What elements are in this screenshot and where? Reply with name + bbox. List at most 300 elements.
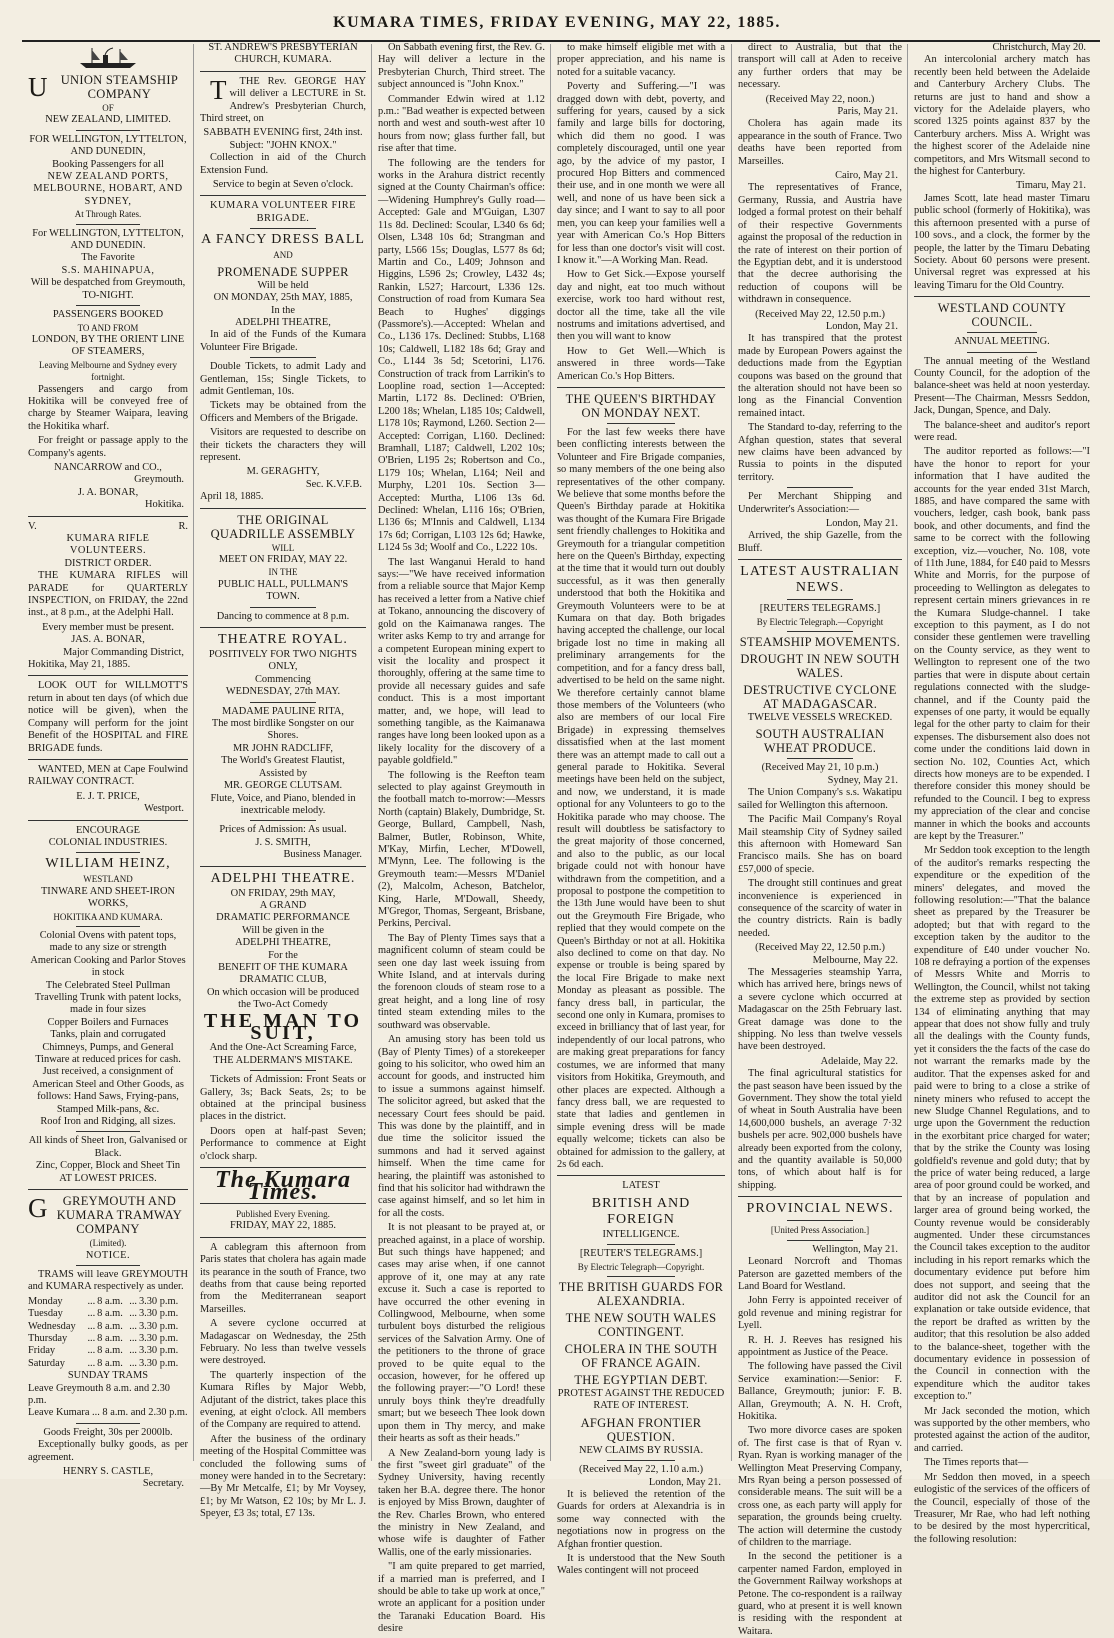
will: WILL (271, 542, 295, 553)
alderman: THE ALDERMAN'S MISTAKE. (213, 1054, 353, 1066)
queen-paragraph: For the last few weeks there have been conflicting interests between the Volunteer and Fire Brigade companies, so many members of the one being also representatives of the other company. We believe that some months before the Queen's Birthday parade at Hokitika was thought of the Kumara Fire Brigade sent friendly challenges to Hokitika and Greymouth for a triangular competition here on the Queen's Birthday, expecting at the time that it would turn out doubly successful, as it was then generally understood that both the Hokitika and Greymouth Volunteers were to be at Kumara on that day. Both brigades having accepted the challenge, our local brigade lost no time in making all preliminary arrangements for the competition, and for a fancy dress ball, advertised to be held on the same night. We therefore certainly cannot blame those members of the Volunteers (who also are members of our local Fire Brigade) in expressing themselves dissatisfied when at the last moment there was an attempt made to call out a general parade to Hokitika. Several meetings have been held on the subject, and now, we understand, it is made optional for any Volunteers to go to the Hokitika parade who may choose. The result will doubtless be satisfactory to the great majority of those concerned, and also to the public, as our local brigade could not with honour have withdrawn from the competition, and a proposal to postpone the competition to the 13th June would have been to shut out the Greymouth Fire Brigade, who replied that they would compete on the Queen's Birthday or not at all. Hokitika also declined to come on that day. No expense or trouble is being spared by the local Fire Brigade to make next Monday as pleasant as possible. The fancy dress ball, in particular, the second one only in Kumara, promises to exceed in brilliancy that of last year, for independently of our local patrons, who are making great preparations for fancy costumes, we are informed that many visitors from Hokitika, Greymouth, and other places are expected. Although a fancy dress ball, we are requested to state that ladies and gentlemen in simple evening dress will be made equally welcome; tickets can also be obtained for admission to the gallery, at 2s 6d each. (557, 426, 725, 1170)
morning-time: 8 a.m. (97, 1320, 123, 1332)
rule (787, 758, 853, 759)
received: (Received May 21, 10 p.m.) (761, 762, 879, 774)
article-paragraph: It has transpired that the protest made by European Powers against the deductions made from the Egyptian coupons was based on the ground that the alteration should not have been so long as the Financial Convention remained intact. (738, 333, 902, 419)
sick-paragraph: How to Get Sick.—Expose yourself day and night, eat too much without exercise, work too hard without rest, doctor all the time, take all the vile nostrums and imitations advertised, and then you will want to know (557, 269, 725, 343)
article-paragraph: The last Wanganui Herald to hand says:—"We have received information from a reliable source that Major Kemp has received a letter from a Native chief at Tokano, announcing the discovery of gold on the Kaimanawa ranges. The writer asks Kemp to try and arrange for a competent European mining expert to visit the locality and prospect it thoroughly, offering at the same time to provide all necessary guides and safe conduct. This is a most important matter, and, we hope, will lead to something tangible, as the Kaimanawa ranges have long been looked upon as a likely locality for the discovery of a payable goldfield." (378, 556, 545, 767)
agent-1-place: Greymouth. (134, 474, 184, 486)
steamship-icon (76, 46, 140, 70)
article-paragraph: Leonard Norcroft and Thomas Paterson are gazetted members of the Land Board for Westland. (738, 1256, 902, 1292)
rule (250, 702, 316, 703)
tram-title: G GREYMOUTH AND KUMARA TRAMWAY COMPANY (28, 1193, 183, 1237)
article-paragraph: Mr Seddon took exception to the length of the auditor's remarks respecting the expenditure or the expedition of the miners' delegates, and moved the following resolution:—"That the balance sheet as prepared by the Treasurer be adopted; but that with regard to the exception taken by the auditor to the expenditure of £40 under voucher No. 108 re defraying a portion of the expenses of Messrs White and Morris to Wellington, the Council, whilst not taking the extreme step as provided by section 134 of eliminating anything that may appear that does not show fully and truly all the dealings with the County funds, yet it considers the the facts of the case do not warrant the remarks made by the auditor. That the expenses asked for and paid were to bring to a close a strike of ninety miners who refused to accept the new Sludge Channel Regulations, and to urge upon the Government the reduction in the exorbitant price charged for water; that by the strike the County was losing goldfield's revenue and gold duty; that by the price of water being reduced, a large area of poor ground could be worked, and that by an increase of population and larger area of ground being worked, the County revenue would be considerably augmented. Under these circumstances the Council takes exception to the auditor including in his report remarks which the documentary evidence put before him does not support, and seeing that the auditor did not ask the Council for an explanation or take outside evidence, that the report be drafted as written by the auditor; that this resolution be also added to the balance-sheet, together with the documentary evidence in possession of the Council in connection with the expenditure which the auditor takes exception to." (914, 845, 1090, 1403)
doors-text: Doors open at half-past Seven; Performance to commence at Eight o'clock sharp. (200, 1125, 366, 1162)
dateline: London, May 21. (648, 1476, 721, 1488)
wednesday-date: WEDNESDAY, 27th MAY. (225, 686, 341, 698)
headline: AFGHAN FRONTIER QUESTION. (580, 1415, 702, 1444)
article-paragraph: direct to Australia, but that the transport will call at Aden to receive any further orders that may be necessary. (738, 42, 902, 91)
tickets-text: Double Tickets, to admit Lady and Gentleman, 15s; Single Tickets, to admit Gentleman, 10s. (200, 361, 366, 397)
rule (787, 1240, 853, 1241)
column-4 (557, 42, 725, 1577)
article-paragraph: "I am quite prepared to get married, if a married man is preferred, and I should be able to take up work at once," wrote an applicant for a position under the Taranaki Education Board. His desire (378, 1561, 545, 1635)
one-act: And the One-Act Screaming Farce, (209, 1042, 357, 1054)
in-the: In the (271, 304, 295, 316)
dateline: Paris, May 21. (837, 106, 898, 118)
rule (557, 1175, 725, 1176)
kumara-times-title: The Kumara Times. (214, 1167, 352, 1206)
received: (Received May 22, 12.50 p.m.) (755, 942, 885, 954)
headline: THE BRITISH GUARDS FOR ALEXANDRIA. (558, 1279, 724, 1308)
article-paragraph: The following have passed the Civil Service examination:—Senior: F. Ballance, Greymouth; junior: F. B. Allan, Greymouth; A. N. H. Croft, Hokitika. (738, 1361, 902, 1422)
booked: PASSENGERS BOOKED (52, 309, 164, 321)
benefit: BENEFIT OF THE KUMARA DRAMATIC CLUB, (218, 961, 348, 986)
dramatic: DRAMATIC PERFORMANCE (216, 912, 350, 924)
article-paragraph: Two more divorce cases are spoken of. The first case is that of Ryan v. Ryan. Ryan is working manager of the Wellington Meat Preserving Company, Mrs Ryan being a person possessed of considerable means. The suit will be a cross one, as each party will apply for separation, the grounds being cruelty. The action will determine the custody of children to the marriage. (738, 1425, 902, 1549)
article-paragraph: to make himself eligible met with a proper appreciation, and his name is noted for a suitable vacancy. (557, 42, 725, 78)
sabbath: SABBATH EVENING first, 24th inst. Subject: "JOHN KNOX." (203, 127, 363, 151)
in-the: IN THE (268, 567, 298, 578)
queen-heading: THE QUEEN'S BIRTHDAY ON MONDAY NEXT. (565, 391, 717, 420)
rule (76, 926, 140, 927)
masthead: KUMARA TIMES, FRIDAY EVENING, MAY 22, 1885. (333, 14, 781, 31)
pullman-hall: PUBLIC HALL, PULLMAN'S TOWN. (217, 578, 349, 603)
dots: ... (87, 1345, 96, 1357)
agent-1: NANCARROW and CO., (54, 461, 162, 473)
trams-text: TRAMS will leave GREYMOUTH and KUMARA respectively as under. (28, 1268, 188, 1293)
article-paragraph: The Messageries steamship Yarra, which has arrived here, brings news of a severe cyclone which occurred at Madagascar on the 25th February last. Great damage was done to the shipping. No less than twelve vessels have been destroyed. (738, 966, 902, 1053)
published: Published Every Evening. (236, 1208, 330, 1219)
promenade-supper: PROMENADE SUPPER (217, 264, 349, 279)
leaving: Leaving Melbourne and Sydney every fortnight. (39, 359, 177, 383)
article-paragraph: After the business of the ordinary meeting of the Hospital Committee was concluded the following sums of money were handed in to the Secretary:—By Mr Metcalfe, £1; by Mr Voysey, £1; by Mr Watson, £2 10s; by Mr L. J. Speyer, £3 3s; total, £7 13s. (200, 1433, 366, 1520)
article-paragraph: Cholera has again made its appearance in the south of France. Two deaths have been reported from Marseilles. (738, 118, 902, 167)
rule (607, 1276, 674, 1277)
business-manager: Business Manager. (283, 849, 362, 861)
for-the: For the (268, 949, 298, 961)
dateline: London, May 21. (825, 518, 898, 530)
vr-crest (28, 521, 188, 533)
wcc-heading: WESTLAND COUNTY COUNCIL. (937, 301, 1067, 330)
article-paragraph: The balance-sheet and auditor's report were read. (914, 419, 1090, 443)
westport: Westport. (144, 803, 184, 815)
occasion: On which occasion will be produced the Two-Act Comedy (206, 986, 360, 1011)
afternoon-time: 3.30 p.m. (138, 1320, 179, 1332)
dateline: Wellington, May 21. (812, 1243, 898, 1255)
rule (200, 508, 366, 509)
article-paragraph: It is believed the retention of the Guards for orders at Alexandria is in some way connected with the negotiations now in progress on the Afghan frontier question. (557, 1489, 725, 1550)
article-paragraph: The following are the tenders for works in the Arahura district recently signed at the County Chairman's office:—Widening Humphrey's Gully road—Accepted: Gale and M'Guigan, L307 11s 8d. Declined: Scoular, L340 6s 6d; Olsen, L348 10s 6d; Strangman and party, L566 15s; Douglas, L577 8s 6d; Martin and Co., L409; Johnson and Higgins, L596 2s; Crowley, L432 4s; Rankin, L527; Harcourt, L336 12s. Construction of road from Kumara Sea Beach to Hughes' diggings (Passmore's).—Accepted: Whelan and Co., L136 17s. Declined: Stubbs, L168 10s; Caldwell, L182 18s 6d; Gray and Co., L144 3s 5d; Scetorini, L176. Construction of track from Larrikin's to Loopline road, section 1—Accepted: Martin, L172 8s. Declined: O'Brien, L200 18s; Whelan, L185 10s; Caldwell, L178 10s; Raymond, L260. Section 2—Accepted: Corrigan, L160. Declined: Bramhall, L187; Caldwell, L202 10s; O'Brien, L195 2s; Robertson and Co., L179 10s; Whelan, L164; Neil and Murphy, L201 10s. Section 3—Accepted: Murtha, L106 13s 6d. Declined: Whelan, L116 16s; O'Brien, L136 6s; M'Innis and Caldwell, L134 17s 6d; Corrigan, L103 12s 6d; Hawke, L124 5s 3d; Woolf and Co., L222 10s. (378, 157, 545, 554)
timetable-row (28, 1333, 188, 1345)
prices: Prices of Admission: As usual. (219, 824, 347, 836)
agent-2-place: Hokitika. (145, 499, 184, 511)
article-paragraph: The following is the Reefton team selected to play against Greymouth in the football match to-morrow:—Messrs North (captain) Blakely, Dumbridge, St. George, Bullard, Campbell, Nash, Balmer, Butler, Robinson, White, M'Kay, Mirfin, Lecher, M'Dowell, M'Mynn, Lee. The following is the Greymouth team:—Messrs M'Daniel (2), Malcolm, Acheson, Batchelor, King, Harle, M'Dowall, Sheedy, M'Gregor, Thomas, Sergeant, Brisbane, Perkins, Percival. (378, 769, 545, 930)
morning-time: 8 a.m. (97, 1357, 123, 1369)
hokitika-date: Hokitika, May 21, 1885. (28, 659, 131, 671)
every-member: Every member must be present. (42, 621, 174, 633)
headline: THE NEW SOUTH WALES CONTINGENT. (565, 1310, 717, 1339)
booking: Booking Passengers for all (52, 158, 164, 170)
day: Wednesday (28, 1320, 76, 1332)
heinz-item: American Cooking and Parlor Stoves in stock (30, 954, 186, 979)
dancing: Dancing to commence at 8 p.m. (216, 610, 350, 622)
dots: ... (87, 1295, 96, 1307)
article-paragraph: In the second the petitioner is a carpenter named Fardon, employed in the Government Railway workshops at Petone. The co-respondent is a railway guard, who at present it is well known is residing with the respondent at Waitara. (738, 1551, 902, 1637)
monday-date: ON MONDAY, 25th MAY, 1885, (213, 292, 353, 304)
article-paragraph: The annual meeting of the Westland County Council, for the adoption of the balance-sheet was held at noon yesterday. Present—The Chairman, Messrs Seddon, Jack, Dungan, Spence, and Daly. (914, 355, 1090, 417)
intelligence: INTELLIGENCE. (602, 1228, 680, 1240)
day: Monday (28, 1295, 63, 1307)
flautist: The World's Greatest Flautist, (221, 755, 345, 767)
well-paragraph: How to Get Well.—Which is answered in three words—Take American Co.'s Hop Bitters. (557, 345, 725, 382)
morning-time: 8 a.m. (97, 1308, 123, 1320)
headline: TWELVE VESSELS WRECKED. (747, 712, 893, 724)
for-line: FOR WELLINGTON, LYTTELTON, AND DUNEDIN, (29, 133, 187, 158)
rule (76, 1265, 140, 1266)
limited: (Limited). (89, 1238, 127, 1249)
dots: ... (129, 1332, 138, 1344)
rifle-text: THE KUMARA RIFLES will PARADE for QUARTERLY INSPECTION, on FRIDAY, the 22nd inst., at 8 p.m., at the Adelphi Hall. (28, 570, 188, 619)
rule (200, 866, 366, 867)
rule (250, 820, 316, 821)
column-2 (200, 42, 366, 1520)
rule (738, 1196, 902, 1197)
heinz-item: Copper Boilers and Furnaces (47, 1016, 169, 1028)
timetable-row (28, 1308, 188, 1320)
heinz-item: Just received, a consignment of American Steel and Other Goods, as follows: Hand Saws, Frying-pans, Stamped Milk-pans, &c. (32, 1066, 184, 1115)
timetable-row (28, 1321, 188, 1333)
dateline: Cairo, May 21. (835, 170, 898, 182)
by-electric: By Electric Telegraph—Copyright. (577, 1261, 705, 1272)
kvfb-heading: KUMARA VOLUNTEER FIRE BRIGADE. (210, 200, 356, 224)
rule (28, 516, 188, 517)
column-rule (371, 44, 372, 1461)
adelphi-theatre: ADELPHI THEATRE, (235, 316, 331, 328)
column-rule (193, 44, 194, 1461)
received: (Received May 22, noon.) (765, 93, 875, 105)
rule (738, 559, 902, 560)
article-paragraph: The final agricultural statistics for the past season have been issued by the Government. They show the total yield of wheat in South Australia have been 14,600,000 bushels, an average 7·32 bushels per acre. 902,000 bushels have already been exported from the colony, and the quantity available is 50,000 tons, of which about half is for shipping. (738, 1068, 902, 1191)
article-paragraph: An amusing story has been told us (Bay of Plenty Times) of a storekeeper going to his solicitor, who owed him an account for goods, and instructed him to issue a summons against himself. The solicitor agreed, but asked that the necessary Court fees should be paid. This was done by the plaintiff, and in due time the solicitor issued the summons and had it served against himself. When the time came for hearing, the plaintiff was astonished to find that his solicitor had withdrawn the case against himself, and so let him in for all the costs. (378, 1034, 545, 1219)
column-5 (738, 42, 902, 1637)
april-date: April 18, 1885. (200, 491, 264, 503)
morning-time: 8 a.m. (97, 1345, 123, 1357)
article-paragraph: Arrived, the ship Gazelle, from the Bluff. (738, 530, 902, 554)
man-to-suit: THE MAN TO SUIT, (203, 1009, 363, 1044)
poverty-paragraph: Poverty and Suffering.—"I was dragged down with debt, poverty, and suffering for years, caused by a sick family and large bills for doctoring, which did them no good. I was completely discouraged, until one year ago, by the advice of my pastor, I procured Hop Bitters and commenced their use, and in one month we were all well, and none of us have been sick a day since; and I want to say to all poor men, you can keep your families well a year with American Co.'s Hop Bitters for less than one doctor's visit will cost. I know it."—A Working Man. Read. (557, 81, 725, 266)
orient-line: LONDON, BY THE ORIENT LINE OF STEAMERS, (31, 333, 185, 358)
kumara-rifle: KUMARA RIFLE VOLUNTEERS. (66, 533, 150, 557)
heinz-title: WILLIAM HEINZ, (45, 856, 171, 872)
article-paragraph: Per Merchant Shipping and Underwriter's Association:— (738, 491, 902, 515)
rule (200, 1237, 366, 1238)
crest-r: R. (178, 520, 188, 532)
rule (200, 71, 366, 72)
article-paragraph: It is understood that the New South Wales contingent will not proceed (557, 1553, 725, 1577)
for-wellington: For WELLINGTON, LYTTELTON, AND DUNEDIN. (32, 227, 184, 252)
visitors-text: Visitors are requested to describe on their tickets the characters they will represent. (200, 427, 366, 463)
major: Major Commanding District, (63, 646, 184, 658)
rule (28, 759, 188, 760)
headline: SOUTH AUSTRALIAN WHEAT PRODUCE. (755, 727, 885, 756)
heinz-item: Tanks, plain and corrugated (50, 1029, 166, 1041)
sec: Sec. K.V.F.B. (305, 478, 362, 490)
wanted-text: WANTED, MEN at Cape Foulwind RAILWAY CONTRACT. (28, 763, 188, 788)
rule (200, 195, 366, 196)
column-rule (731, 44, 732, 1461)
adelphi-heading: ADELPHI THEATRE. (210, 870, 356, 886)
rule (787, 487, 853, 488)
received: (Received May 22, 1.10 a.m.) (578, 1464, 704, 1476)
reuters: [REUTER'S TELEGRAMS.] (579, 1248, 703, 1260)
freight-text: For freight or passage apply to the Company's agents. (28, 435, 188, 459)
rule (250, 228, 316, 229)
heinz-item: Roof Iron and Ridging, all sizes. (40, 1116, 176, 1128)
headline: DROUGHT IN NEW SOUTH WALES. (740, 652, 900, 681)
radcliff: MR JOHN RADCLIFF, (233, 742, 333, 754)
rule (250, 357, 316, 358)
rule (76, 224, 140, 225)
given: Will be given in the (241, 924, 325, 936)
crest-v: V. (28, 520, 37, 532)
dots: ... (129, 1345, 138, 1357)
rule (76, 130, 140, 131)
meet-date: MEET ON FRIDAY, MAY 22. (218, 554, 348, 565)
article-paragraph: An intercolonial archery match has recently been held between the Adelaide and Canterbury Archery Clubs. The returns are just to hand and show a victory for the Adelaide players, who scored 1325 points against 837 by the Canterbury archers. Miss A. Wright was the highest scorer of the Adelaide nine competitors, and Mrs Witsmall second to the highest for Canterbury. (914, 54, 1090, 178)
afternoon-time: 3.30 p.m. (138, 1345, 179, 1357)
british-foreign: BRITISH AND FOREIGN (591, 1195, 691, 1227)
positively: POSITIVELY FOR TWO NIGHTS ONLY, (208, 649, 358, 673)
article-paragraph: It is not pleasant to be prayed at, or preached against, in a place of worship. But such things have happened; and cases may arise when, if one cannot approve of it, one may at any rate excuse it. Such a case is reported to have occurred the other evening in Collingwood, Melbourne, when some turbulent boys disturbed the religious services of the Salvation Army. One of the petitioners to the throne of grace proved to be quite equal to the occasion, however, for he offered up the following prayer:—"O Lord! these unruly boys think they're dreadfully smart; but we beseech Thee look down upon them in Thy mercy, and make their hearts as soft as their heads." (378, 1222, 545, 1445)
tinware: TINWARE AND SHEET-IRON WORKS, (40, 885, 176, 910)
headline: THE EGYPTIAN DEBT. (574, 1372, 708, 1387)
article-paragraph: A cablegram this afternoon from Paris states that cholera has again made its pearance in the south of France, two deaths from that cause being reported from the Mediterranean seaport Marseilles. (200, 1241, 366, 1315)
admission-text: Tickets of Admission: Front Seats or Gallery, 3s; Back Seats, 2s; to be obtained at the principal business places in the district. (200, 1074, 366, 1123)
dateline: London, May 21. (825, 320, 898, 332)
rita-desc: The most birdlike Songster on our Shores. (211, 718, 355, 742)
dateline: Sydney, May 21. (827, 774, 898, 786)
dots: ... (129, 1308, 138, 1320)
headline: DESTRUCTIVE CYCLONE AT MADAGASCAR. (743, 683, 897, 712)
column-6 (914, 42, 1090, 1545)
afternoon-time: 3.30 p.m. (138, 1357, 179, 1369)
article-paragraph: The Times reports that— (924, 1457, 1029, 1469)
sunday-trams: SUNDAY TRAMS (67, 1370, 149, 1382)
article-paragraph: John Ferry is appointed receiver of gold revenue and mining registrar for Lyell. (738, 1295, 902, 1332)
morning-time: 8 a.m. (97, 1332, 123, 1344)
article-paragraph: R. H. J. Reeves has resigned his appointment as Justice of the Peace. (738, 1334, 902, 1358)
sunday-greymouth: Leave Greymouth 8 a.m. and 2.30 p.m. (28, 1382, 170, 1406)
usc-title: U UNION STEAMSHIP COMPANY (28, 72, 179, 102)
colonial-industries: COLONIAL INDUSTRIES. (48, 836, 168, 848)
provincial-news: PROVINCIAL NEWS. (746, 1201, 894, 1217)
secretary: Secretary. (142, 1478, 184, 1490)
latest: LATEST (622, 1180, 660, 1192)
rule (200, 627, 366, 628)
goods-freight: Goods Freight, 30s per 2000lb. (43, 1426, 173, 1438)
upa: [United Press Association.] (770, 1225, 870, 1236)
obtained-text: Tickets may be obtained from the Officers and Members of the Brigade. (200, 400, 366, 424)
service: Service to begin at Seven o'clock. (212, 179, 354, 191)
article-paragraph: The representatives of France, Germany, Russia, and Austria have lodged a formal protest on their behalf of their respective Governments against the proposal of the reduction in the rate of interest on their portion of the Egyptian debt, and it is understood that the decree authorising the reduction of coupons will be withdrawn in consequence. (738, 182, 902, 306)
heinz-items (28, 930, 188, 1129)
castle: HENRY S. CASTLE, (62, 1466, 154, 1477)
article-paragraph: The Bay of Plenty Times says that a magnificent column of steam could be seen one day last week issuing from White Island, and at intervals during the forenoon clouds of steam rose to a great height, and a long line of rosy tinted steam extending miles to the southward was observable. (378, 932, 545, 1031)
by-electric: By Electric Telegraph.—Copyright (756, 616, 884, 627)
encourage: ENCOURAGE (75, 824, 141, 836)
geraghty: M. GERAGHTY, (246, 466, 320, 478)
rule (607, 1460, 674, 1461)
article-paragraph: Mr Jack seconded the motion, which was supported by the other members, who protested against the action of the auditor, and carried. (914, 1405, 1090, 1454)
morning-time: 8 a.m. (97, 1295, 123, 1307)
day: Saturday (28, 1357, 65, 1369)
assisted: Assisted by (258, 767, 308, 779)
rule (967, 332, 1037, 333)
favorite: The Favorite (81, 252, 135, 264)
zinc: Zinc, Copper, Block and Sheet Tin (35, 1160, 181, 1172)
column-rule (550, 44, 551, 1461)
notice: NOTICE. (85, 1249, 131, 1261)
day: Tuesday (28, 1308, 63, 1320)
dots: ... (129, 1295, 138, 1307)
cargo-text: Passengers and cargo from Hokitika will be conveyed free of charge by Steamer Waipara, leaving the Hokitika wharf. (28, 383, 188, 432)
issue-date: FRIDAY, MAY 22, 1885. (229, 1220, 337, 1232)
column-rule (907, 44, 908, 1461)
reuters: [REUTERS TELEGRAMS.] (759, 603, 881, 615)
rule (76, 305, 140, 306)
rule (787, 631, 853, 632)
article-paragraph: The Union Company's s.s. Wakatipu sailed for Wellington this afternoon. (738, 787, 902, 811)
flute-text: Flute, Voice, and Piano, blended in inextricable melody. (210, 792, 356, 816)
usc-of: OF (102, 103, 114, 113)
article-paragraph: Mr Seddon then moved, in a speech eulogistic of the services of the officers of the Council, especially of those of the Treasurer, Mr Rae, who had left nothing to be desired by the most hypercritical, the following resolution: (914, 1471, 1090, 1545)
ship-name: S.S. MAHINAPUA, (61, 264, 155, 276)
column-3 (378, 42, 545, 1635)
headline: NEW CLAIMS BY RUSSIA. (578, 1444, 704, 1456)
rule (28, 820, 188, 821)
day: Thursday (28, 1332, 68, 1344)
rule (914, 296, 1090, 297)
quadrille-heading: THE ORIGINAL QUADRILLE ASSEMBLY (210, 512, 356, 541)
column-1 (28, 42, 188, 1490)
rates: At Through Rates. (74, 209, 142, 220)
dots: ... (129, 1357, 138, 1369)
bonar: JAS. A. BONAR, (71, 634, 145, 646)
article-paragraph: The quarterly inspection of the Kumara Rifles by Major Webb, Adjutant of the district, takes place this evening, at eight o'clock. All members of the Company are required to attend. (200, 1369, 366, 1431)
rule (76, 1423, 140, 1424)
smith: J. S. SMITH, (255, 836, 311, 848)
rule (607, 1244, 674, 1245)
article-paragraph: James Scott, late head master Timaru public school (formerly of Hokitika), was this afternoon presented with a purse of 100 sovs., and a clock, the former by the people, the latter by the Timaru Debating Society. About 60 persons were present. Universal regret was expressed at his leaving Timaru for the Old Country. (914, 192, 1090, 291)
dots: ... (129, 1320, 138, 1332)
rule (28, 675, 188, 676)
rule (250, 1070, 316, 1071)
sunday-kumara: Leave Kumara ... 8 a.m. and 2.30 p.m. (28, 1407, 188, 1419)
dots: ... (87, 1308, 96, 1320)
dateline: Timaru, May 21. (1015, 180, 1086, 192)
timetable-row (28, 1358, 188, 1370)
district-order: DISTRICT ORDER. (64, 557, 152, 569)
article-paragraph: On Sabbath evening first, the Rev. G. Hay will deliver a lecture in the Presbyterian Church, Third street. The subject announced is "John Knox." (378, 42, 545, 91)
article-paragraph: The drought still continues and great inconvenience is experienced in consequence of the scarcity of water in the country districts. Rain is badly needed. (738, 878, 902, 939)
article-paragraph: A severe cyclone occurred at Madagascar on Wednesday, the 25th February. No less than twelve vessels were destroyed. (200, 1318, 366, 1367)
received: (Received May 22, 12.50 p.m.) (755, 308, 885, 320)
rule (787, 599, 853, 600)
rule (607, 423, 674, 424)
and: AND (273, 250, 293, 261)
timetable-row (28, 1345, 188, 1357)
headline: STEAMSHIP MOVEMENTS. (739, 635, 901, 650)
fancy-dress-ball: A FANCY DRESS BALL (201, 232, 365, 248)
rita: MADAME PAULINE RITA, (221, 705, 345, 717)
article-paragraph: The auditor reported as follows:—"I have the honor to report for your information that I have audited the accounts for the year ended 31st March, 1885, and have compared the same with vouchers, ledger, cash book, bank pass book, and other documents, and find the same to be correct with the following exception, viz.—voucher, No. 108, vote of 11th June, 1884, for £40 paid to Messrs White and Morris, for the purpose of proceeding to Wellington as delegates to represent certain miners grievances in re the Kumara Sludge-channel. I take exception to this payment, as I do not consider these gentlemen were travelling on the County service, as they went to Wellington to represent one of the two parties that were in dispute about certain regulations connected with the sludge-channel, and if the County paid the expenses of one party, it would be equally legal for the other party to claim for their expenses. The disbursement also does not come under the conditions laid down in section No. 102, Counties Act, which directs how moneys are to be expended. I therefore consider this money should be refunded to the Council. I beg to express my appreciation of the clear and concise manner in which the books and accounts are kept by the Treasurer." (914, 446, 1090, 842)
timetable-row (28, 1296, 188, 1308)
headline: CHOLERA IN THE SOUTH OF FRANCE AGAIN. (564, 1341, 718, 1370)
lowest-prices: AT LOWEST PRICES. (59, 1172, 157, 1184)
aid-text: In aid of the Funds of the Kumara Volunteer Fire Brigade. (200, 329, 366, 353)
grand: A GRAND (259, 899, 307, 911)
dateline: Adelaide, May 22. (820, 1055, 898, 1067)
rule (76, 1131, 140, 1132)
rule (787, 1220, 853, 1221)
article-paragraph: The Pacific Mail Company's Royal Mail steamship City of Sydney sailed this afternoon with Homeward San Francisco mails. She has on board £57,000 of specie. (738, 814, 902, 875)
clutsam: MR. GEORGE CLUTSAM. (223, 780, 343, 792)
rule (250, 607, 316, 608)
annual-meeting: ANNUAL MEETING. (954, 336, 1050, 348)
church-heading: ST. ANDREW'S PRESBYTERIAN CHURCH, KUMARA. (208, 42, 358, 66)
to-from: TO AND FROM (77, 322, 139, 333)
ports: NEW ZEALAND PORTS, MELBOURNE, HOBART, AND SYDNEY, (33, 171, 183, 207)
theatre-royal: THEATRE ROYAL. (218, 632, 348, 648)
latest-australian: LATEST AUSTRALIAN NEWS. (740, 564, 900, 596)
dots: ... (87, 1357, 96, 1369)
heinz-item: Colonial Ovens with patent tops, made to any size or strength (39, 929, 177, 954)
agent-2: J. A. BONAR, (77, 486, 139, 498)
article-paragraph: The Standard to-day, referring to the Afghan question, states that several new claims have been advanced by Russia to points in the disputed territory. (738, 422, 902, 483)
bulky-goods: Exceptionally bulky goods, as per agreement. (28, 1439, 188, 1463)
despatch: Will be despatched from Greymouth, (30, 277, 186, 289)
article-paragraph: A New Zealand-born young lady is the first "sweet girl graduate" of the Sydney University, having recently taken her B.A. degree there. The honor is enjoyed by Miss Brown, daughter of the Rev. Charles Brown, who entered the ministry in New Zealand, and whose wife is daughter of Father Wallis, one of the early missionaries. (378, 1447, 545, 1558)
heinz-item: The Celebrated Steel Pullman Travelling Trunk with patent locks, made in four sizes (34, 979, 182, 1016)
commencing: Commencing (255, 673, 311, 685)
westland: WESTLAND (83, 874, 133, 885)
collection: Collection in aid of the Church Extension Fund. (200, 152, 366, 176)
article-paragraph: Commander Edwin wired at 1.12 p.m.: "Bad weather is expected between north and west and south-west after 10 hours from now; glass further fall, but rise after that time. (378, 93, 545, 155)
dateline: Christchurch, May 20. (992, 42, 1086, 53)
lookout-text: LOOK OUT for WILLMOTT'S return in about ten days (of which due notice will be given), when the Company will perform for the joint Benefit of the HOSPITAL and FIRE BRIGADE funds. (28, 680, 188, 754)
rule (76, 852, 140, 853)
dateline: Melbourne, May 22. (812, 954, 898, 966)
heinz-item: Chimneys, Pumps, and General Tinware at reduced prices for cash. (35, 1041, 181, 1066)
rule (28, 1189, 188, 1190)
rule (557, 387, 725, 388)
adelphi-theatre: ADELPHI THEATRE, (235, 937, 331, 949)
dots: ... (87, 1320, 96, 1332)
afternoon-time: 3.30 p.m. (138, 1295, 179, 1307)
dots: ... (87, 1332, 96, 1344)
sheet-iron: All kinds of Sheet Iron, Galvanised or Black. (28, 1135, 188, 1159)
tonight: TO-NIGHT. (82, 289, 134, 301)
friday-29: ON FRIDAY, 29th MAY, (230, 887, 336, 899)
day: Friday (28, 1345, 56, 1357)
afternoon-time: 3.30 p.m. (138, 1308, 179, 1320)
will-be-held: Will be held (257, 279, 309, 291)
hokitika-kumara: HOKITIKA AND KUMARA. (53, 911, 163, 922)
price: E. J. T. PRICE, (76, 790, 140, 802)
headline: PROTEST AGAINST THE REDUCED RATE OF INTEREST. (557, 1387, 725, 1412)
hay-text: T THE Rev. GEORGE HAY will deliver a LECTURE in St. Andrew's Presbyterian Church, Third street, on (200, 74, 366, 125)
rule (967, 352, 1037, 353)
